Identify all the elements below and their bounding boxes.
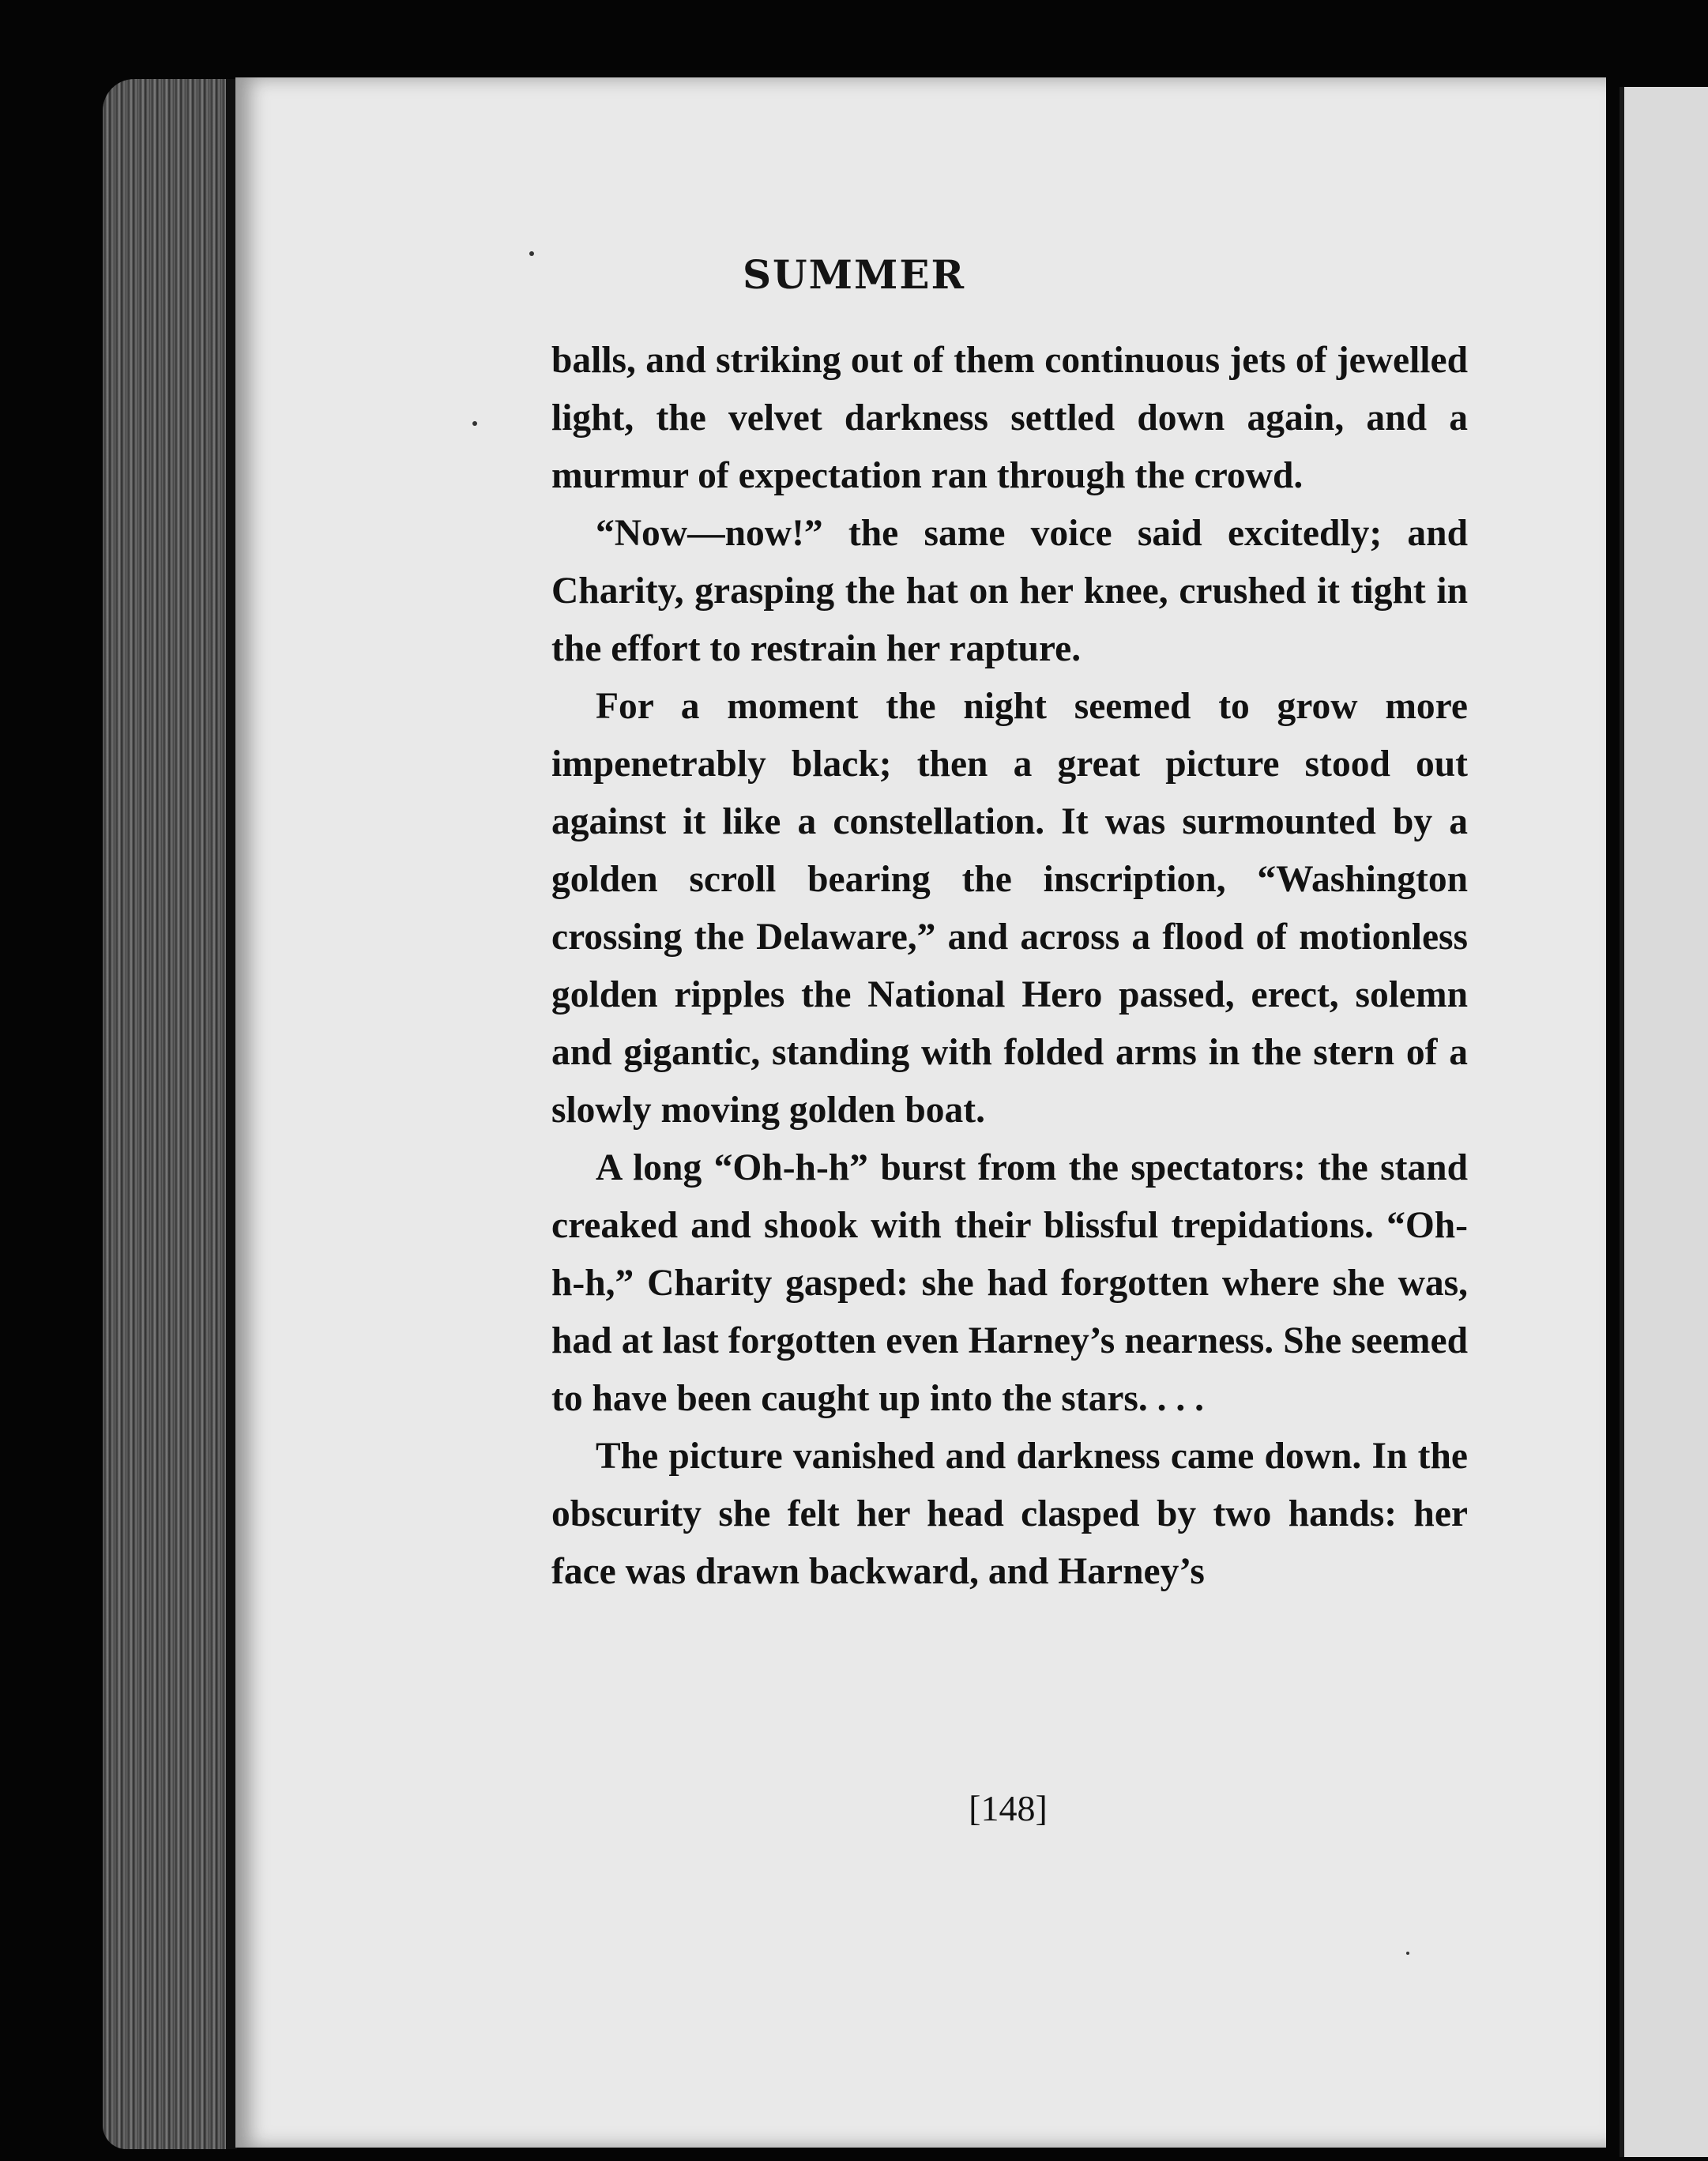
paragraph-4: A long “Oh-h-h” burst from the spectators: the stand creaked and shook with their blissful trepidations. “Oh-h-h,” Charity gasped: she had forgotten where she was, had at last forgotten even Harney’s nearness. She seemed to have been caught up into the stars. . . . <box>551 1147 1468 1419</box>
paragraph-3: For a moment the night seemed to grow more impenetrably black; then a great picture stood out against it like a constellation. It was surmounted by a golden scroll bearing the inscription, “Washington crossing the Delaware,” and across a flood of motionless golden ripples the National Hero passed, erect, solemn and gigantic, standing with folded arms in the stern of a slowly moving golden boat. <box>551 686 1468 1131</box>
paragraph-1: balls, and striking out of them continuous jets of jewelled light, the velvet darkness settled down again, and a murmur of expectation ran through the crowd. <box>551 340 1468 496</box>
page-edges-stack <box>103 79 237 2149</box>
paragraph-5: The picture vanished and darkness came down. In the obscurity she felt her head clasped by two hands: her face was drawn backward, and Harney’s <box>551 1436 1468 1592</box>
body-text <box>551 332 1468 1601</box>
dust-speck <box>529 251 534 256</box>
dust-speck <box>472 421 477 426</box>
paragraph-2: “Now—now!” the same voice said excitedly; and Charity, grasping the hat on her knee, crushed it tight in the effort to restrain her rapture. <box>551 513 1468 669</box>
dust-speck <box>1406 1952 1409 1955</box>
page-number: [148] <box>969 1788 1048 1828</box>
facing-page-edge <box>1620 87 1708 2157</box>
running-head: SUMMER <box>742 251 966 298</box>
